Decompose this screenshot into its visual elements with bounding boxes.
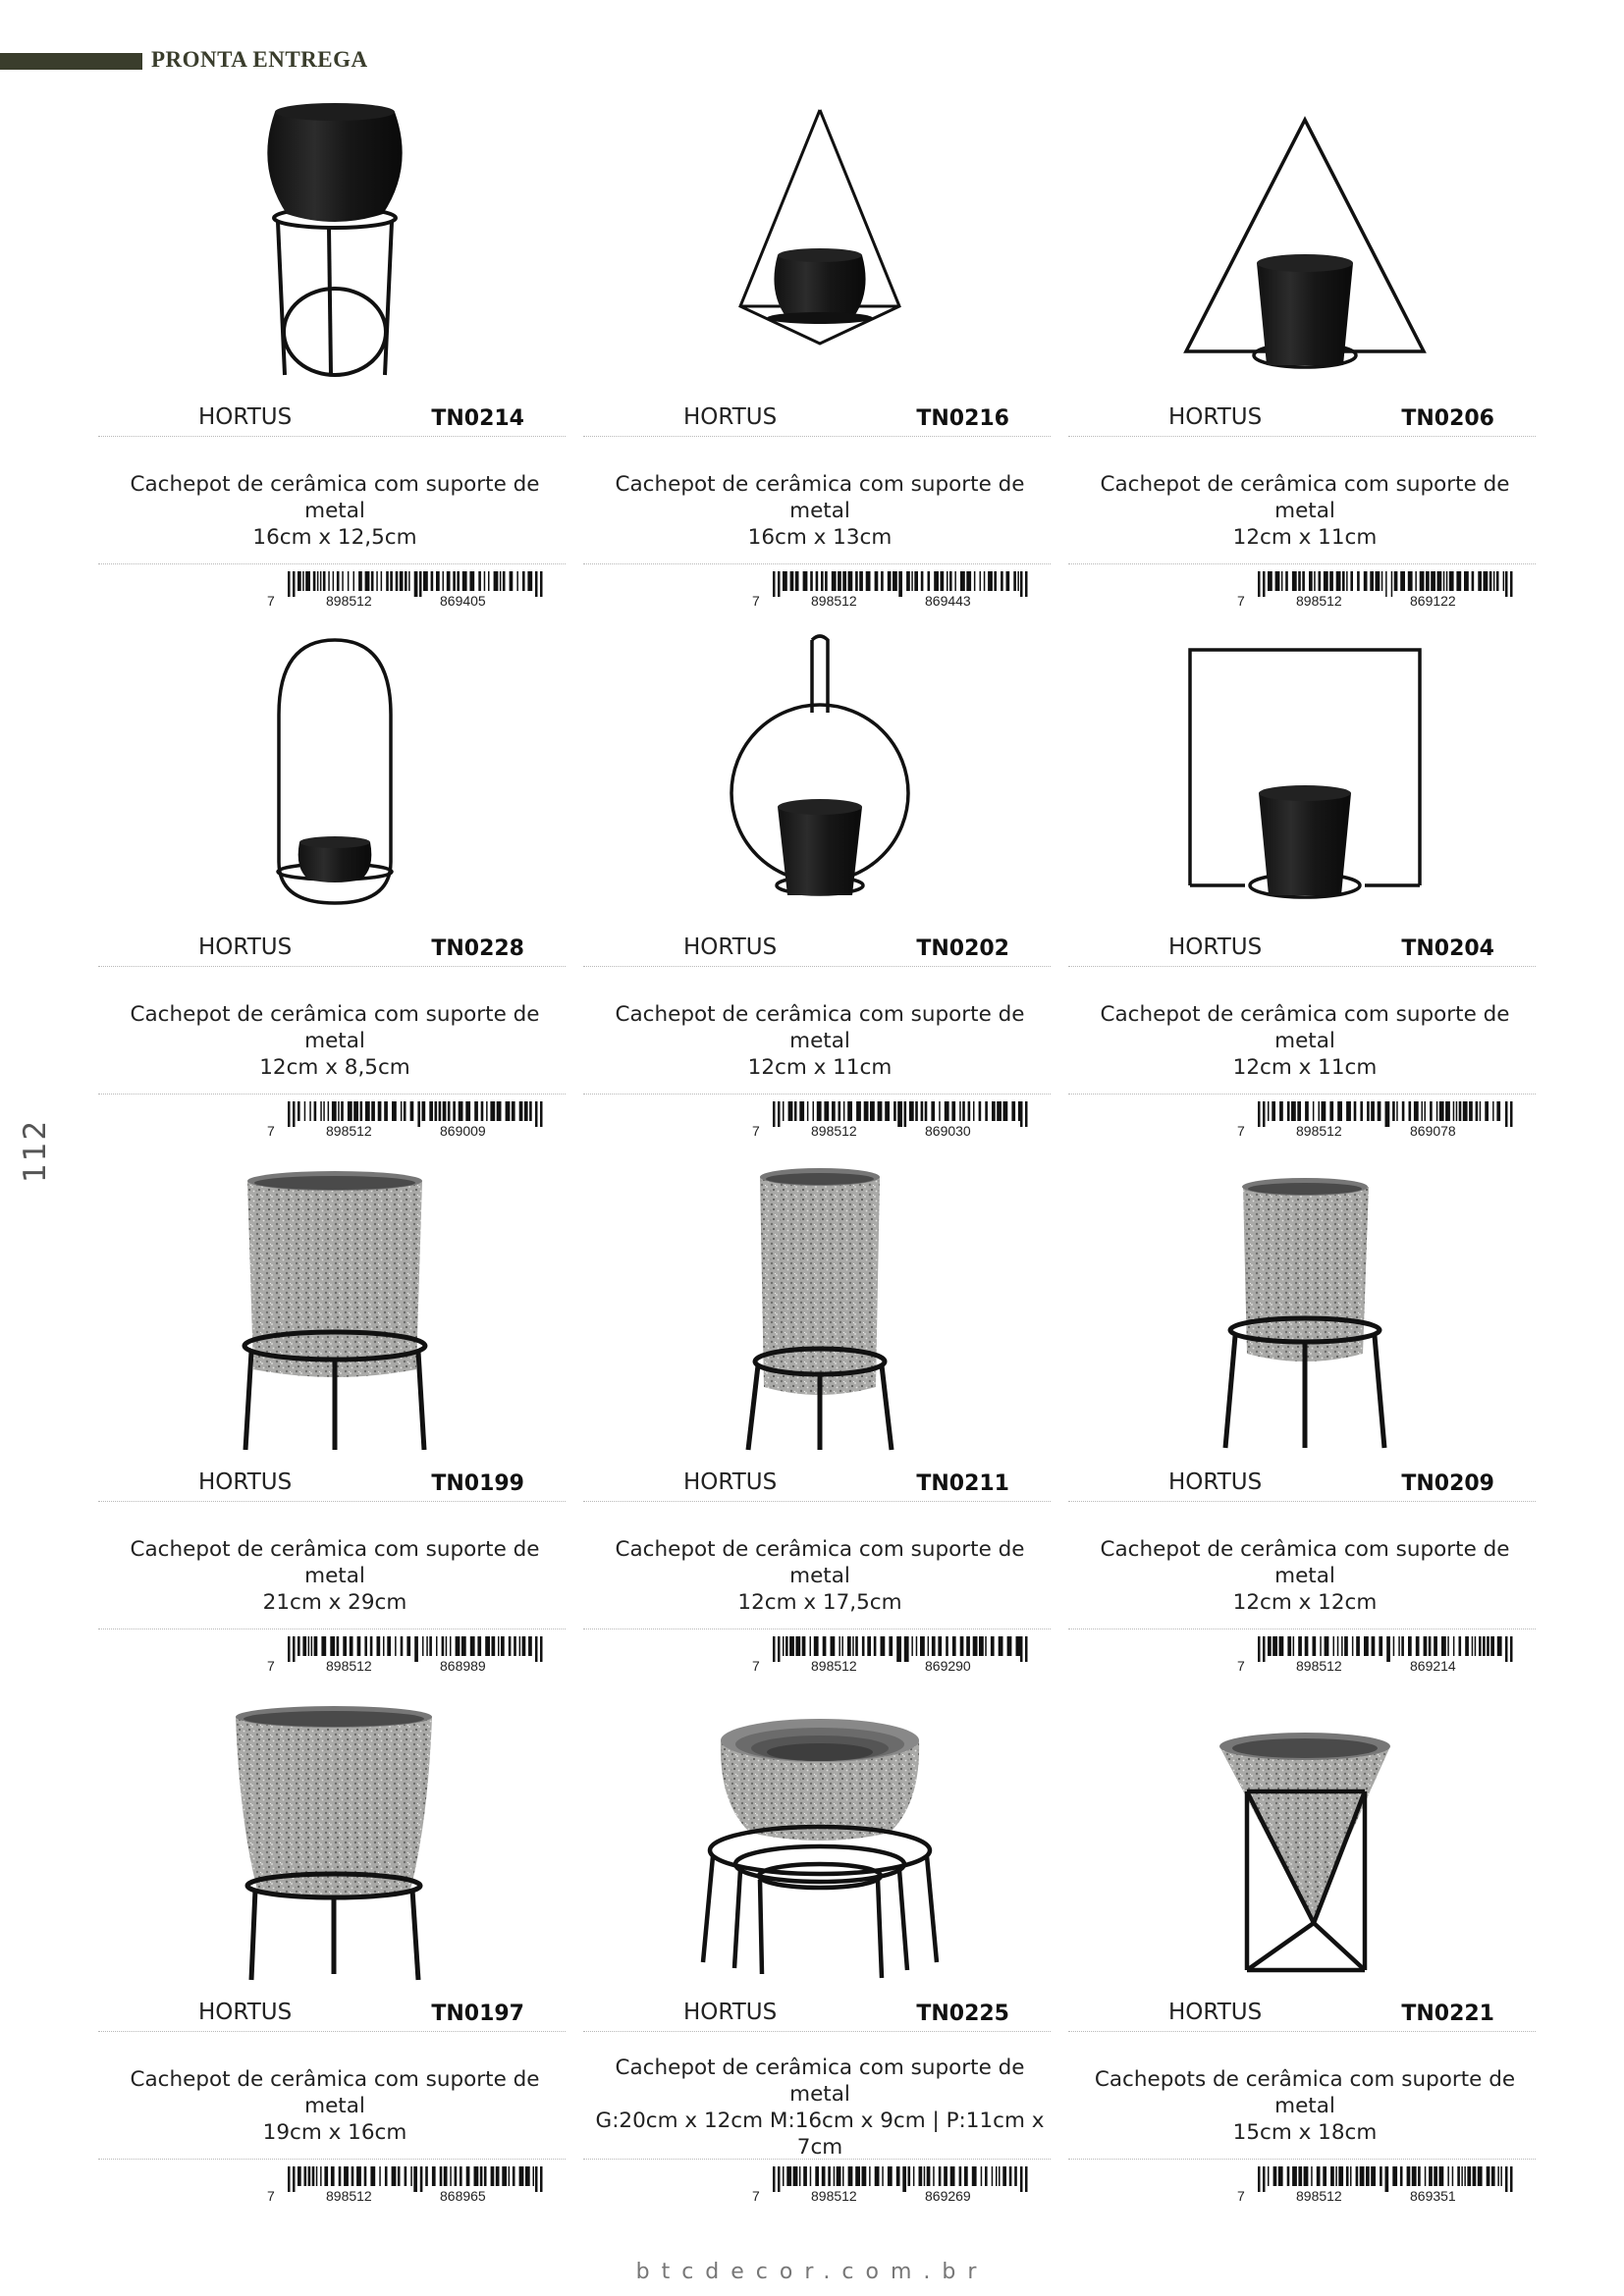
description-line: Cachepot de cerâmica com suporte de metal: [130, 2067, 540, 2118]
barcode-digit: 7: [267, 2188, 275, 2204]
dimensions-line: 15cm x 18cm: [1232, 2120, 1378, 2145]
description-line: Cachepot de cerâmica com suporte de metal: [1100, 472, 1510, 523]
divider: [1068, 966, 1536, 967]
product-image: [1068, 628, 1542, 923]
barcode-right-digits: 869269: [925, 2188, 971, 2204]
divider: [583, 1094, 1051, 1095]
product-description: [583, 1536, 1056, 1616]
divider: [583, 966, 1051, 967]
product-image: [1068, 98, 1542, 393]
divider: [98, 2031, 566, 2032]
barcode-digit: 7: [1237, 593, 1245, 609]
description-line: Cachepot de cerâmica com suporte de metal: [1100, 1002, 1510, 1053]
product-photo: [583, 1693, 1056, 1988]
dimensions-line: 12cm x 8,5cm: [259, 1055, 410, 1080]
dimensions-line: 12cm x 11cm: [1232, 1055, 1378, 1080]
dimensions-line: 19cm x 16cm: [262, 2120, 407, 2145]
product-code: TN0221: [1401, 2002, 1494, 2026]
product-code: TN0209: [1401, 1471, 1494, 1496]
barcode: [748, 1101, 1033, 1141]
barcode-right-digits: 869214: [1410, 1658, 1456, 1674]
barcode-left-digits: 898512: [326, 1123, 372, 1139]
section-title: PRONTA ENTREGA: [151, 47, 368, 72]
barcode-left-digits: 898512: [1296, 2188, 1342, 2204]
divider: [583, 436, 1051, 437]
divider: [1068, 436, 1536, 437]
product-brand: HORTUS: [683, 404, 778, 430]
dimensions-line: G:20cm x 12cm M:16cm x 9cm | P:11cm x 7cm: [595, 2109, 1045, 2160]
product-photo: [98, 98, 571, 393]
barcode: [748, 2166, 1033, 2206]
description-line: Cachepot de cerâmica com suporte de metal: [130, 1002, 540, 1053]
barcode-left-digits: 898512: [326, 1658, 372, 1674]
divider: [583, 2159, 1051, 2160]
product-code: TN0225: [916, 2002, 1009, 2026]
barcode-digit: 7: [1237, 1123, 1245, 1139]
barcode-left-digits: 898512: [326, 593, 372, 609]
description-line: Cachepot de cerâmica com suporte de metal: [615, 1537, 1025, 1588]
product-description: [1068, 471, 1542, 551]
barcode-right-digits: 868989: [440, 1658, 486, 1674]
product-code: TN0206: [1401, 406, 1494, 431]
product-image: [98, 98, 571, 393]
barcode-right-digits: 869443: [925, 593, 971, 609]
product-code: TN0214: [431, 406, 524, 431]
product-brand: HORTUS: [198, 404, 293, 430]
product-photo: [583, 1163, 1056, 1458]
barcode-right-digits: 869405: [440, 593, 486, 609]
description-line: Cachepot de cerâmica com suporte de metal: [615, 472, 1025, 523]
barcode-digit: 7: [1237, 1658, 1245, 1674]
product-code: TN0216: [916, 406, 1009, 431]
product-photo: [583, 628, 1056, 923]
barcode-right-digits: 869290: [925, 1658, 971, 1674]
description-line: Cachepot de cerâmica com suporte de metal: [615, 2056, 1025, 2107]
product-description: [98, 2066, 571, 2146]
product-code: TN0197: [431, 2002, 524, 2026]
product-image: [98, 628, 571, 923]
description-line: Cachepots de cerâmica com suporte de metal: [1094, 2067, 1516, 2118]
page-number: 112: [18, 1118, 53, 1183]
product-image: [583, 98, 1056, 393]
divider: [98, 1094, 566, 1095]
website-footer: btcdecor.com.br: [635, 2260, 989, 2284]
dimensions-line: 12cm x 12cm: [1232, 1590, 1378, 1615]
barcode: [263, 2166, 548, 2206]
divider: [98, 436, 566, 437]
barcode-right-digits: 869351: [1410, 2188, 1456, 2204]
description-line: Cachepot de cerâmica com suporte de metal: [130, 1537, 540, 1588]
product-photo: [1068, 1693, 1542, 1988]
divider: [98, 1501, 566, 1502]
product-image: [583, 1163, 1056, 1458]
barcode-digit: 7: [752, 1123, 760, 1139]
divider: [583, 2031, 1051, 2032]
divider: [1068, 1501, 1536, 1502]
barcode: [1233, 1101, 1518, 1141]
product-code: TN0202: [916, 936, 1009, 961]
dimensions-line: 16cm x 13cm: [747, 525, 893, 550]
product-brand: HORTUS: [198, 934, 293, 960]
product-brand: HORTUS: [198, 1469, 293, 1495]
product-description: [583, 2055, 1056, 2161]
barcode: [748, 571, 1033, 611]
dimensions-line: 12cm x 17,5cm: [737, 1590, 902, 1615]
description-line: Cachepot de cerâmica com suporte de metal: [615, 1002, 1025, 1053]
product-description: [583, 471, 1056, 551]
divider: [1068, 1094, 1536, 1095]
product-description: [98, 1536, 571, 1616]
product-code: TN0199: [431, 1471, 524, 1496]
product-image: [583, 628, 1056, 923]
barcode-digit: 7: [752, 1658, 760, 1674]
product-photo: [1068, 1163, 1542, 1458]
barcode-left-digits: 898512: [1296, 1123, 1342, 1139]
product-description: [98, 471, 571, 551]
divider: [98, 2159, 566, 2160]
barcode-right-digits: 869078: [1410, 1123, 1456, 1139]
dimensions-line: 21cm x 29cm: [262, 1590, 407, 1615]
barcode-right-digits: 869122: [1410, 593, 1456, 609]
barcode-digit: 7: [267, 1658, 275, 1674]
barcode: [1233, 2166, 1518, 2206]
divider: [98, 563, 566, 564]
product-photo: [1068, 98, 1542, 393]
product-photo: [98, 1693, 571, 1988]
barcode-digit: 7: [267, 593, 275, 609]
description-line: Cachepot de cerâmica com suporte de metal: [130, 472, 540, 523]
product-photo: [98, 628, 571, 923]
product-image: [1068, 1693, 1542, 1988]
product-photo: [583, 98, 1056, 393]
dimensions-line: 12cm x 11cm: [1232, 525, 1378, 550]
barcode-left-digits: 898512: [811, 593, 857, 609]
product-image: [98, 1163, 571, 1458]
product-brand: HORTUS: [683, 2000, 778, 2025]
divider: [1068, 2159, 1536, 2160]
barcode-digit: 7: [752, 593, 760, 609]
barcode-digit: 7: [267, 1123, 275, 1139]
barcode-right-digits: 868965: [440, 2188, 486, 2204]
header-accent-bar: [0, 53, 142, 70]
barcode: [748, 1636, 1033, 1676]
product-code: TN0204: [1401, 936, 1494, 961]
product-brand: HORTUS: [683, 934, 778, 960]
product-description: [1068, 2066, 1542, 2146]
barcode-left-digits: 898512: [811, 2188, 857, 2204]
barcode-right-digits: 869030: [925, 1123, 971, 1139]
product-brand: HORTUS: [683, 1469, 778, 1495]
barcode-left-digits: 898512: [811, 1123, 857, 1139]
barcode: [1233, 1636, 1518, 1676]
product-code: TN0228: [431, 936, 524, 961]
product-brand: HORTUS: [1168, 2000, 1263, 2025]
product-description: [583, 1001, 1056, 1081]
barcode: [263, 1101, 548, 1141]
barcode-right-digits: 869009: [440, 1123, 486, 1139]
product-image: [1068, 1163, 1542, 1458]
divider: [98, 966, 566, 967]
product-image: [98, 1693, 571, 1988]
barcode: [263, 571, 548, 611]
product-brand: HORTUS: [1168, 404, 1263, 430]
divider: [1068, 2031, 1536, 2032]
product-brand: HORTUS: [1168, 934, 1263, 960]
barcode: [1233, 571, 1518, 611]
barcode-left-digits: 898512: [1296, 593, 1342, 609]
barcode-digit: 7: [752, 2188, 760, 2204]
dimensions-line: 16cm x 12,5cm: [252, 525, 417, 550]
product-image: [583, 1693, 1056, 1988]
product-description: [1068, 1001, 1542, 1081]
product-photo: [1068, 628, 1542, 923]
barcode-left-digits: 898512: [1296, 1658, 1342, 1674]
product-photo: [98, 1163, 571, 1458]
product-description: [1068, 1536, 1542, 1616]
product-description: [98, 1001, 571, 1081]
product-brand: HORTUS: [198, 2000, 293, 2025]
barcode-left-digits: 898512: [326, 2188, 372, 2204]
barcode-digit: 7: [1237, 2188, 1245, 2204]
product-brand: HORTUS: [1168, 1469, 1263, 1495]
barcode: [263, 1636, 548, 1676]
divider: [583, 563, 1051, 564]
barcode-left-digits: 898512: [811, 1658, 857, 1674]
divider: [583, 1501, 1051, 1502]
product-code: TN0211: [916, 1471, 1009, 1496]
dimensions-line: 12cm x 11cm: [747, 1055, 893, 1080]
description-line: Cachepot de cerâmica com suporte de metal: [1100, 1537, 1510, 1588]
divider: [1068, 563, 1536, 564]
